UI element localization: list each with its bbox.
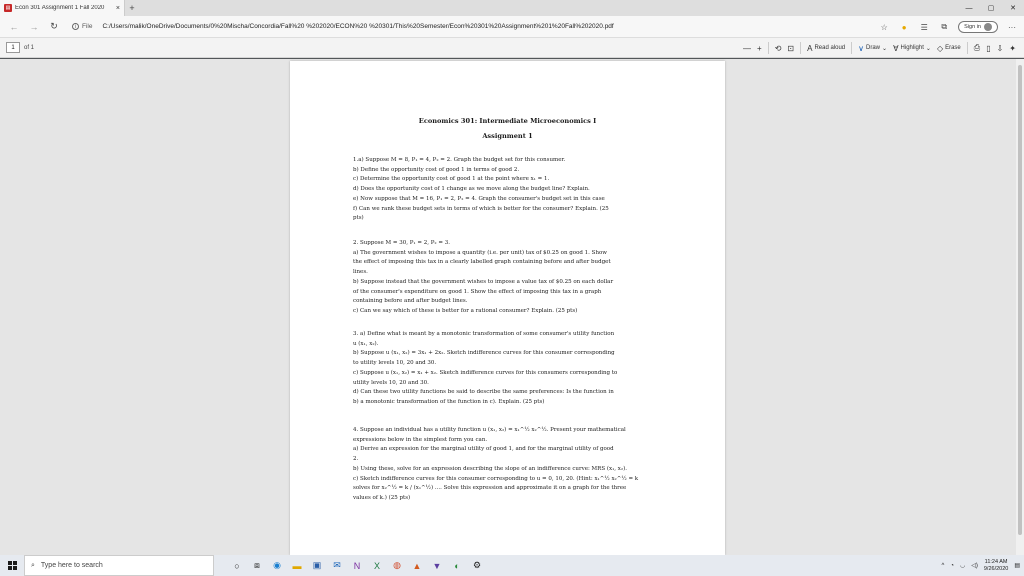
- refresh-icon[interactable]: ↻: [50, 21, 58, 31]
- taskbar-apps: [230, 559, 484, 573]
- text-line: 2.: [353, 456, 359, 463]
- pdf-toolbar: [0, 38, 1024, 58]
- url-scheme-label: File: [82, 23, 93, 30]
- pdf-tools: [743, 38, 1016, 58]
- clock-date: 9/26/2020: [983, 565, 1009, 572]
- system-tray: [942, 555, 1020, 576]
- edge-icon[interactable]: ◉: [273, 560, 281, 570]
- save-as-icon[interactable]: ⇩: [996, 43, 1004, 53]
- text-line: b) Suppose u (x₁, x₂) = 3x₁ + 2x₂. Sketch indifference curves for this consumer corresponding: [353, 350, 615, 357]
- mail-icon[interactable]: ✉: [333, 560, 341, 570]
- zoom-in-button[interactable]: +: [757, 43, 762, 53]
- info-icon: i: [72, 23, 79, 30]
- sign-in-button[interactable]: [958, 21, 998, 33]
- text-line: c) Can we say which of these is better for a rational consumer? Explain. (25 pts): [353, 307, 578, 314]
- tab-econ-pdf[interactable]: [0, 0, 125, 16]
- volume-icon[interactable]: ◁): [971, 563, 978, 569]
- divider: [768, 42, 769, 54]
- chevron-down-icon[interactable]: ⌄: [925, 45, 931, 52]
- text-line: a) Derive an expression for the marginal utility of good 1, and for the marginal utility of good: [353, 446, 614, 453]
- document-subtitle: Assignment 1: [482, 132, 533, 140]
- text-line: solves for x₂^½ = k / (x₁^½) .... Solve this expression and approximate it on a graph for the three: [353, 485, 627, 492]
- pdf-icon: ▤: [5, 5, 11, 11]
- settings-icon[interactable]: ⚙: [472, 560, 482, 570]
- file-explorer-icon[interactable]: ▬: [292, 560, 302, 571]
- collections-icon[interactable]: ⧉: [941, 22, 948, 31]
- question-2: [353, 239, 675, 317]
- text-line: c) Sketch indifference curves for this consumer corresponding to u = 0, 10, 20. (Hint: x₁^½ x₂^½ = k: [353, 475, 639, 482]
- site-info[interactable]: [72, 23, 102, 30]
- document-title: Economics 301: Intermediate Microeconomics I: [418, 117, 597, 125]
- page-number-input[interactable]: 1: [6, 42, 20, 53]
- divider: [851, 42, 852, 54]
- read-aloud-button[interactable]: [807, 44, 845, 53]
- taskbar-search[interactable]: [24, 555, 214, 576]
- chevron-down-icon[interactable]: ⌄: [882, 45, 888, 52]
- question-3: [353, 330, 675, 408]
- maximize-button[interactable]: ▢: [987, 5, 995, 12]
- eraser-icon: ◇: [936, 43, 944, 53]
- text-line: u (x₁, x₂).: [353, 340, 379, 347]
- rotate-icon[interactable]: ⟲: [774, 43, 782, 53]
- close-tab-icon[interactable]: ×: [115, 4, 120, 12]
- task-view-icon[interactable]: ⧈: [254, 560, 260, 570]
- text-line: b) a monotonic transformation of the function in c). Explain. (25 pts): [353, 398, 545, 405]
- window-controls: [958, 0, 1024, 16]
- text-line: values of k.) (25 pts): [353, 494, 411, 501]
- address-bar: [0, 16, 1024, 38]
- text-line: of the consumer's expenditure on good 1. Show the effect of imposing this tax in a graph: [353, 288, 602, 295]
- search-icon: ⌕: [31, 561, 35, 569]
- text-line: b) Using these, solve for an expression describing the slope of an indifference curve: MRS (x₁, x₂).: [353, 465, 627, 472]
- text-line: to utility levels 10, 20 and 30.: [353, 360, 437, 367]
- zoom-out-button[interactable]: —: [743, 43, 752, 53]
- new-tab-button[interactable]: +: [129, 3, 135, 13]
- tab-title: Econ 301 Assignment 1 Fall 2020: [15, 5, 105, 11]
- divider: [800, 42, 801, 54]
- text-line: b) Suppose instead that the government wishes to impose a value tax of $0.25 on each dollar: [353, 278, 614, 285]
- onenote-icon[interactable]: N: [353, 560, 361, 571]
- url-field[interactable]: C:/Users/malik/OneDrive/Documents/0%20Mischa/Concordia/Fall%20 %202020/ECON%20 %20301/This%20Semester/Econ%20301%20Assignment%201%20Fall%202020.pdf: [102, 23, 614, 30]
- save-icon[interactable]: ▯: [986, 43, 991, 53]
- text-line: containing before and after budget lines.: [353, 298, 468, 305]
- store-icon[interactable]: ▣: [312, 560, 322, 570]
- text-line: e) Now suppose that M = 16, P₁ = 2, P₂ = 4. Graph the consumer's budget set in this case: [353, 195, 605, 202]
- start-button[interactable]: [0, 555, 24, 576]
- draw-label: Draw: [866, 45, 881, 51]
- app-icon[interactable]: ▲: [412, 560, 422, 571]
- extension-icon[interactable]: ●: [901, 22, 907, 32]
- text-line: f) Can we rank these budget sets in terms of which is better for the consumer? Explain. (25: [353, 205, 609, 212]
- text-line: 4. Suppose an individual has a utility function u (x₁, x₂) = x₁^½ x₂^½. Present your mathematical: [353, 427, 626, 433]
- text-line: c) Determine the opportunity cost of good 1 at the point where x₁ = 1.: [353, 176, 550, 183]
- avatar: [984, 23, 992, 31]
- text-line: utility levels 10, 20 and 30.: [353, 379, 429, 386]
- text-line: d) Can these two utility functions be said to describe the same preferences: Is the function in: [353, 389, 614, 396]
- text-line: a) The government wishes to impose a quantity (i.e. per unit) tax of $0.25 on good 1. Show: [353, 249, 608, 256]
- draw-icon: ∨: [858, 43, 865, 53]
- read-aloud-label: Read aloud: [814, 45, 846, 51]
- page-count: of 1: [24, 44, 35, 51]
- search-input[interactable]: Type here to search: [40, 562, 103, 569]
- highlight-button[interactable]: [893, 44, 931, 53]
- pin-icon[interactable]: ✦: [1009, 43, 1016, 53]
- network-icon[interactable]: ◔: [950, 562, 954, 569]
- highlight-icon: ∀: [893, 43, 899, 53]
- notifications-icon[interactable]: ▤: [1014, 563, 1020, 569]
- clock-time: 11:24 AM: [984, 558, 1008, 565]
- sign-in-label: Sign in: [964, 24, 981, 30]
- print-icon[interactable]: ⎙: [973, 43, 981, 52]
- chrome-alt-icon[interactable]: ◐: [454, 560, 460, 571]
- forward-icon[interactable]: →: [29, 21, 39, 32]
- show-hidden-icons-icon[interactable]: ^: [941, 562, 945, 569]
- text-line: pts): [353, 215, 364, 222]
- clock[interactable]: [984, 559, 1008, 573]
- favorite-star-icon[interactable]: ☆: [880, 22, 888, 32]
- excel-icon[interactable]: X: [373, 560, 380, 571]
- scrollbar-thumb[interactable]: [1018, 65, 1022, 535]
- close-window-button[interactable]: ✕: [1010, 5, 1016, 12]
- minimize-button[interactable]: —: [965, 4, 973, 12]
- vertical-scrollbar[interactable]: [1016, 59, 1024, 555]
- windows-icon: [8, 561, 17, 570]
- address-bar-actions: [878, 16, 1018, 38]
- divider: [967, 42, 968, 54]
- pdf-viewer: [0, 59, 1024, 555]
- highlight-label: Highlight: [900, 45, 924, 51]
- text-line: d) Does the opportunity cost of 1 change as we move along the budget line? Explain.: [353, 186, 590, 193]
- read-aloud-icon: A: [807, 43, 813, 53]
- vpn-icon[interactable]: ▼: [432, 560, 442, 571]
- cortana-icon[interactable]: ○: [234, 560, 240, 571]
- text-line: the effect of imposing this tax in a clearly labelled graph containing before and after budget: [353, 259, 611, 266]
- text-line: c) Suppose u (x₁, x₂) = x₁ + x₂. Sketch indifference curves for this consumers corresponding to: [353, 369, 618, 376]
- text-line: 1.a) Suppose M = 8, P₁ = 4, P₂ = 2. Graph the budget set for this consumer.: [353, 157, 566, 163]
- fit-page-icon[interactable]: ⊡: [787, 43, 795, 53]
- tab-strip: [0, 0, 1024, 16]
- text-line: expressions below in the simplest form you can.: [353, 436, 488, 443]
- text-line: 2. Suppose M = 30, P₁ = 2, P₂ = 3.: [353, 240, 450, 246]
- back-icon[interactable]: ←: [9, 21, 19, 32]
- pdf-page: [290, 61, 725, 555]
- wifi-icon[interactable]: ◡: [959, 563, 966, 569]
- text-line: 3. a) Define what is meant by a monotonic transformation of some consumer's utility function: [353, 331, 615, 337]
- taskbar: [0, 555, 1024, 576]
- question-4: [353, 426, 675, 504]
- question-1: [353, 156, 675, 224]
- more-menu-button[interactable]: ···: [1008, 22, 1016, 32]
- erase-button[interactable]: [937, 44, 961, 53]
- text-line: lines.: [353, 269, 368, 276]
- favorites-icon[interactable]: ☰: [920, 22, 928, 32]
- chrome-icon[interactable]: ◍: [393, 560, 401, 570]
- text-line: b) Define the opportunity cost of good 1 in terms of good 2.: [353, 166, 520, 173]
- draw-button[interactable]: [858, 44, 887, 53]
- erase-label: Erase: [945, 45, 961, 51]
